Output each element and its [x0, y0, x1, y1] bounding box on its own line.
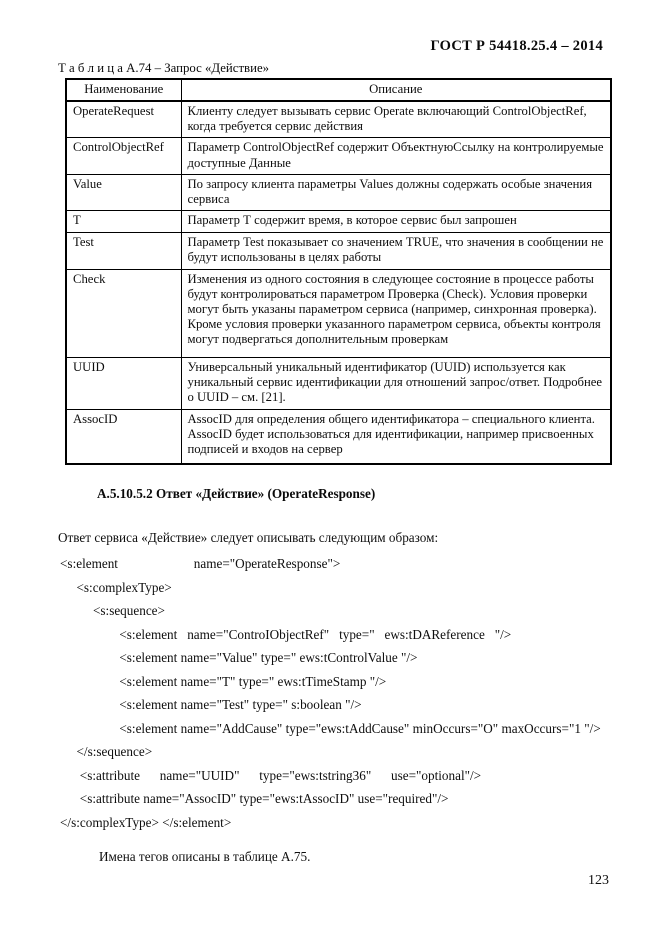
row-name-cell: Test [66, 233, 181, 269]
code-line: <s:sequence> [60, 603, 165, 618]
table-row [66, 138, 611, 174]
row-name-cell: ControlObjectRef [66, 138, 181, 174]
row-desc-cell: Параметр Т содержит время, в которое сервис был запрошен [181, 211, 611, 233]
xml-schema-code-block [60, 552, 641, 834]
row-desc-cell: Универсальный уникальный идентификатор (UUID) используется как уникальный сервис идентификации для отношений запрос/ответ. Подробнее о UUID – см. [21]. [181, 357, 611, 409]
footer-note: Имена тегов описаны в таблице А.75. [99, 849, 311, 864]
code-line: <s:attribute name="UUID" type="ews:tstring36" use="optional"/> [60, 767, 482, 783]
table-header-row [66, 79, 611, 101]
code-line: <s:attribute name="AssocID" type="ews:tAssocID" use="required"/> [60, 791, 449, 806]
table-row [66, 174, 611, 210]
row-desc-cell: Клиенту следует вызывать сервис Operate включающий ControlObjectRef, когда требуется сервис действия [181, 101, 611, 138]
row-name-cell: AssocID [66, 409, 181, 464]
table-row [66, 211, 611, 233]
row-desc-cell: Параметр ControlObjectRef содержит ОбъектнуюСсылку на контролируемые доступные Данные [181, 138, 611, 174]
code-line: <s:element name="T" type=" ews:tTimeStamp "/> [60, 673, 387, 689]
request-parameters-table [65, 78, 612, 465]
row-desc-cell: Параметр Test показывает со значением TRUE, что значения в сообщении не будут использованы в целях работы [181, 233, 611, 269]
code-line: <s:complexType> [60, 579, 172, 595]
section-heading: А.5.10.5.2 Ответ «Действие» (OperateResponse) [97, 486, 376, 501]
row-name-cell: Check [66, 269, 181, 357]
table-row [66, 269, 611, 357]
page-number: 123 [588, 873, 609, 888]
table-row [66, 101, 611, 138]
table-row [66, 233, 611, 269]
column-header-desc: Описание [181, 79, 611, 101]
code-line: <s:element name="Value" type=" ews:tControlValue "/> [60, 650, 418, 665]
row-name-cell: UUID [66, 357, 181, 409]
code-line: </s:complexType> </s:element> [60, 814, 232, 830]
row-desc-cell: По запросу клиента параметры Values должны содержать особые значения сервиса [181, 174, 611, 210]
row-name-cell: T [66, 211, 181, 233]
code-line: <s:element name="OperateResponse"> [60, 556, 341, 571]
code-line: <s:element name="AddCause" type="ews:tAddCause" minOccurs="O" maxOccurs="1 "/> [60, 720, 601, 736]
column-header-name: Наименование [66, 79, 181, 101]
row-name-cell: OperateRequest [66, 101, 181, 138]
row-desc-cell: AssocID для определения общего идентификатора – специального клиента. AssocID будет использоваться для идентификации, например присвоенных подписей и входов на сервер [181, 409, 611, 464]
code-line: <s:element name="Test" type=" s:boolean "/> [60, 697, 362, 712]
intro-paragraph: Ответ сервиса «Действие» следует описывать следующим образом: [58, 530, 439, 545]
row-desc-cell: Изменения из одного состояния в следующее состояние в процессе работы будут контролироваться параметром Проверка (Check). Условия проверки могут быть указаны параметром сервиса (например, синхронная проверка). Кроме условия проверки указанного параметром сервиса, объекты контроля могут подвергаться дополнительным проверкам [181, 269, 611, 357]
code-line: <s:element name="ControIObjectRef" type=" ews:tDAReference "/> [60, 626, 512, 642]
code-line: </s:sequence> [60, 744, 153, 759]
doc-header-title: ГОСТ Р 54418.25.4 – 2014 [430, 38, 603, 54]
table-caption: Т а б л и ц а А.74 – Запрос «Действие» [58, 61, 270, 75]
row-name-cell: Value [66, 174, 181, 210]
table-row [66, 409, 611, 464]
table-row [66, 357, 611, 409]
